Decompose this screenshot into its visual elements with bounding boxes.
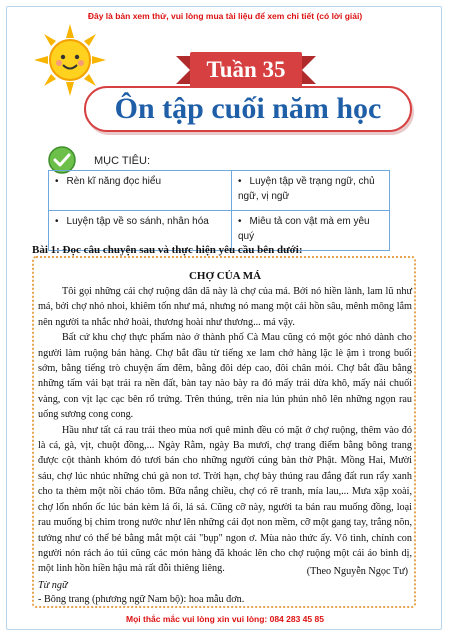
preview-notice: Đây là bản xem thử, vui lòng mua tài liệu để xem chi tiết (có lời giải) xyxy=(87,11,363,21)
objective-text: Miêu tả con vật mà em yêu quý xyxy=(238,216,370,242)
objective-cell xyxy=(232,171,390,211)
objectives-table xyxy=(48,170,390,251)
story-author: (Theo Nguyễn Ngọc Tư) xyxy=(306,566,408,577)
glossary-item: - Bông trang (phương ngữ Nam bộ): hoa mẫu đơn. xyxy=(38,594,245,605)
page-title: Ôn tập cuối năm học xyxy=(114,92,382,125)
exercise-title: Bài 1: Đọc câu chuyện sau và thực hiện yêu cầu bên dưới: xyxy=(32,244,303,256)
story-paragraph: Hầu như tất cả rau trái theo mùa nơi quê mình đều có mặt ở chợ ruộng, thêm vào đó là cá, gà, vịt, chuột đồng,... Ngày Rằm, ngày Ba mươi, chợ trang điểm bằng bông trang được cột thành khóm đỏ tươi bán cho những người cúng bàn thờ Phật. Mồng Hai, Mười sáu, chợ lúc nhúc những chú gà non tơ. Trời hạn, chợ bày thúng rau đắng đất run rẩy xanh cho ta thèm một nồi cháo tôm. Bữa nắng chiều, chợ có rẽ tranh, mía lau,... Mưa xập xoài, chợ lổn nhổn ốc lúc bán kèm lá ổi, lá sả. Cũng cỡ này, người ta bán rau muống đồng, loại rau muống bị chim trong nước như lên những cái đọt non mềm, cỡ một gang tay, trắng nõn, tưởng như có thể bẻ bằng mắt một cái "bụp" ngon ơ. Mùa nào thức ấy. Vô tình, chính con người nón rách áo túi cũng các món hàng đã khoác lên cho chợ ruộng một cái áo bình dị, một linh hồn hiền hậu mà rất đỗi thiêng liêng. xyxy=(38,424,412,575)
bullet: • xyxy=(238,176,242,187)
bullet: • xyxy=(238,216,242,227)
week-label: Tuần 35 xyxy=(206,57,286,82)
glossary-heading: Từ ngữ xyxy=(38,580,68,591)
objectives-heading: MỤC TIÊU: xyxy=(94,155,151,167)
objective-text: Luyện tập về trạng ngữ, chủ ngữ, vị ngữ xyxy=(238,176,375,202)
objective-text: Luyện tập về so sánh, nhân hóa xyxy=(66,216,209,227)
story-paragraph: Tôi gọi những cái chợ ruộng dân dã này là chợ của má. Bởi nó hiền lành, lam lũ như má, bởi chợ nhỏ nhoi, khiêm tốn như má, nhưng nó mang một cái hồn sâu, mênh mông lắm nên người ta nhắc nhớ hoài, thương hoài như thương... má vậy. xyxy=(38,286,412,328)
objectives-row xyxy=(49,171,390,211)
bullet: • xyxy=(55,176,59,187)
footer-contact: Mọi thắc mắc vui lòng xin vui lòng: 084 283 45 85 xyxy=(126,614,324,624)
bullet: • xyxy=(55,216,59,227)
story-body xyxy=(38,284,412,577)
objective-cell xyxy=(49,171,232,211)
story-paragraph: Bất cứ khu chợ thực phẩm nào ở thành phố Cà Mau cũng có một góc nhỏ dành cho người làm ruộng bán hàng. Chợ bắt đầu từ tiếng xe lam chở hàng lặc lè ậm ì trong buổi sớm, bằng tiếng trò chuyện ấm đêm, bằng đôi dép cao, đôi chân mỏi. Chợ bắt đầu bằng những tấm vải bạt trải ra nền đất, bàn tay nào bày ra đó mấy trái dừa khô, mấy nải chuối vàng, con vịt lạc cạc bên rổ trứng. Trên thúng, trên nia lún phún nhô lên những ngọn rau uống sương cong cong. xyxy=(38,332,412,421)
story-title: CHỢ CỦA MÁ xyxy=(188,270,262,282)
objective-text: Rèn kĩ năng đọc hiểu xyxy=(66,176,162,187)
